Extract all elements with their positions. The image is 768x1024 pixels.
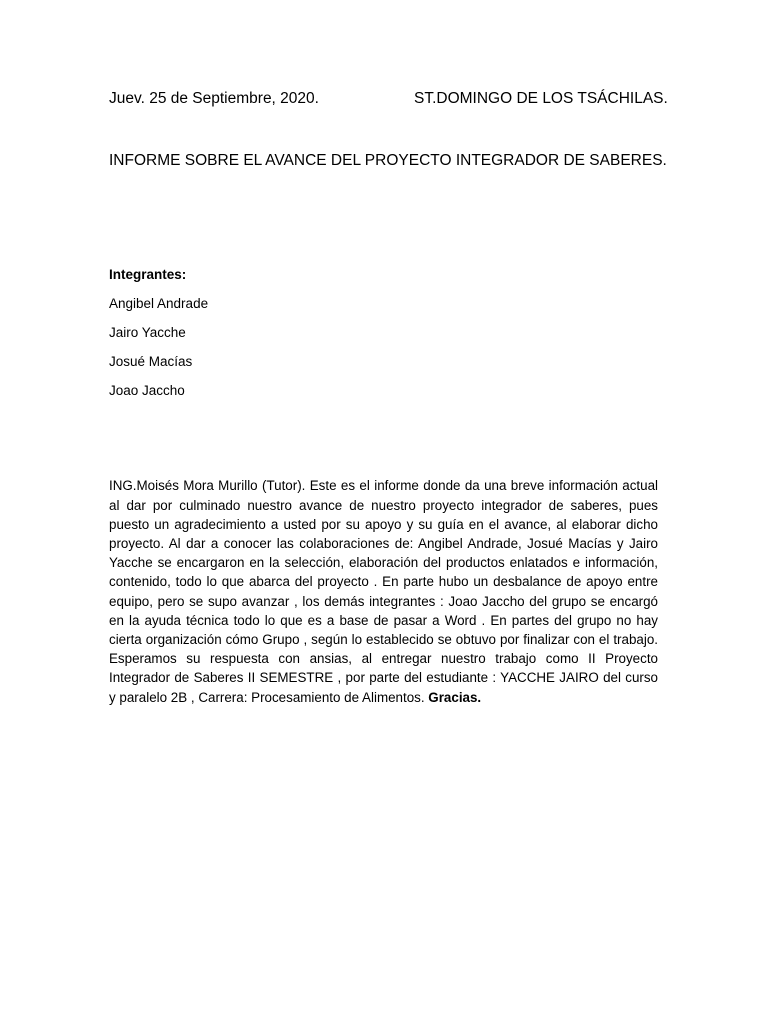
members-heading: Integrantes: [109,267,187,282]
member-name: Josué Macías [109,354,193,369]
member-name: Angibel Andrade [109,296,209,311]
body-text: ING.Moisés Mora Murillo (Tutor). Este es el informe donde da una breve información actual al dar por culminado nuestro avance de nuestro proyecto integrador de saberes, pues puesto un agradecimiento a usted por su apoyo y su guía en el avance, al elaborar dicho proyecto. Al dar a conocer las colaboraciones de: Angibel Andrade, Josué Macías y Jairo Yacche se encargaron en la selección, elaboración del productos enlatados e información, contenido, todo lo que abarca del proyecto . En parte hubo un desbalance de apoyo entre equipo, pero se supo avanzar , los demás integrantes : Joao Jaccho del grupo se encargó en la ayuda técnica todo lo que es a base de pasar a Word . En partes del grupo no hay cierta organización cómo Grupo , según lo establecido se obtuvo por finalizar con el trabajo. Esperamos su respuesta con ansias, al entregar nuestro trabajo como II Proyecto Integrador de Saberes II SEMESTRE , por parte del estudiante : YACCHE JAIRO del curso y paralelo 2B , Carrera: Procesamiento de Alimentos. [109,478,658,705]
body-paragraph [109,476,658,706]
members-list [109,265,208,410]
closing-text: Gracias. [428,689,482,705]
report-title: INFORME SOBRE EL AVANCE DEL PROYECTO INTEGRADOR DE SABERES. [109,152,667,169]
document-date: Juev. 25 de Septiembre, 2020. [109,90,319,107]
document-place: ST.DOMINGO DE LOS TSÁCHILAS. [414,90,668,107]
member-name: Jairo Yacche [109,325,186,340]
member-name: Joao Jaccho [109,383,185,398]
date-place-line [109,88,669,110]
